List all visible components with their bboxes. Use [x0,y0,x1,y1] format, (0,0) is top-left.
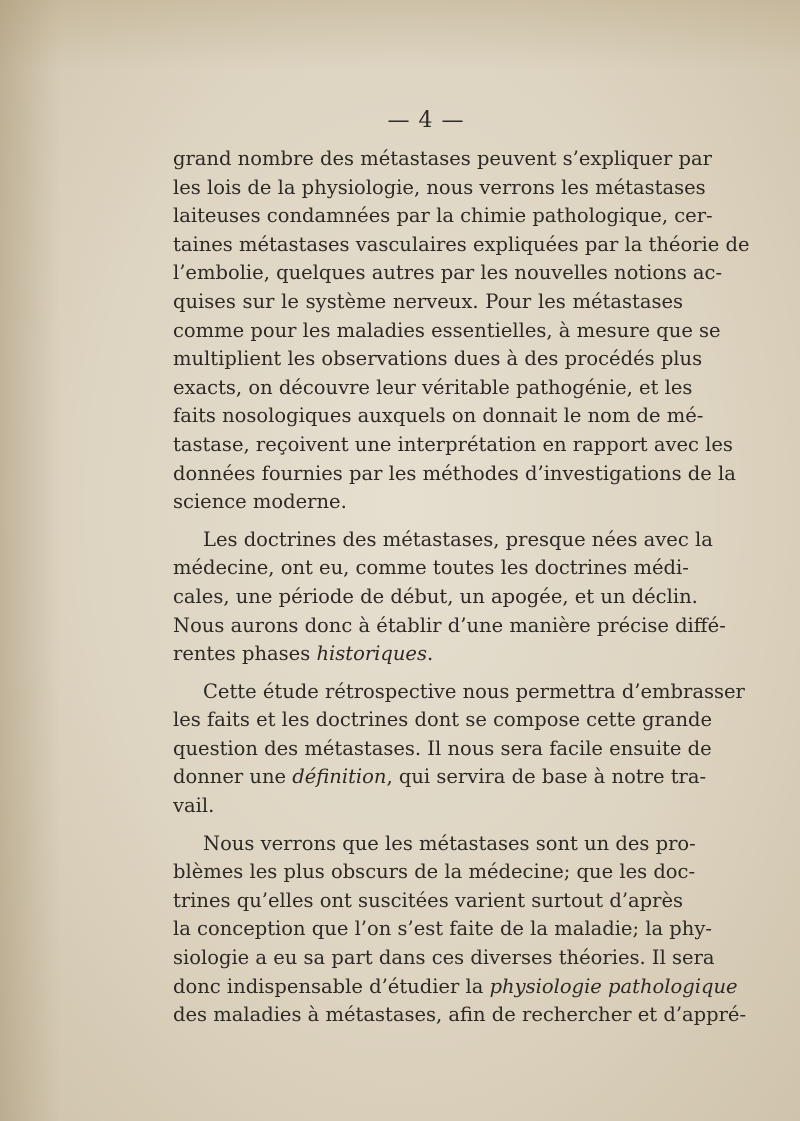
text-line: vail. [173,794,215,818]
text-line: des maladies à métastases, afin de rechercher et d’appré- [173,1003,747,1027]
text-line: blèmes les plus obscurs de la médecine; que les doc- [173,860,696,884]
text-line: les lois de la physiologie, nous verrons les métastases [173,175,706,199]
text-line-italic: donc indispensable d’étudier la physiologie pathologique [173,974,738,998]
text-line: question des métastases. Il nous sera facile ensuite de [173,736,712,760]
text-line-italic: rentes phases historiques. [173,642,434,666]
text-line: médecine, ont eu, comme toutes les doctrines médi- [173,556,689,580]
text-line: données fournies par les méthodes d’investigations de la [173,461,736,485]
text-line: l’embolie, quelques autres par les nouvelles notions ac- [173,261,723,285]
text-line: trines qu’elles ont suscitées varient surtout d’après [173,888,683,912]
page-number: — 4 — [387,108,465,133]
text-line: tastase, reçoivent une interprétation en rapport avec les [173,432,733,456]
text-line: Nous aurons donc à établir d’une manière précise diffé- [173,613,726,637]
text-line: quises sur le système nerveux. Pour les métastases [173,289,683,313]
text-line: les faits et les doctrines dont se compose cette grande [173,708,713,732]
text-line: comme pour les maladies essentielles, à mesure que se [173,318,721,342]
text-line: Cette étude rétrospective nous permettra d’embrasser [203,679,745,703]
body-text [173,145,750,1030]
text-line: faits nosologiques auxquels on donnait le nom de mé- [173,404,704,428]
text-line: taines métastases vasculaires expliquées par la théorie de [173,232,750,256]
text-line: Nous verrons que les métastases sont un des pro- [203,831,696,855]
text-line: siologie a eu sa part dans ces diverses théories. Il sera [173,946,715,970]
text-line-italic: donner une définition, qui servira de base à notre tra- [173,765,707,789]
text-line: grand nombre des métastases peuvent s’expliquer par [173,147,712,170]
text-line: exacts, on découvre leur véritable pathogénie, et les [173,375,693,399]
text-line: la conception que l’on s’est faite de la maladie; la phy- [173,917,712,941]
text-line: laiteuses condamnées par la chimie pathologique, cer- [173,204,713,228]
text-line: science moderne. [173,490,347,514]
text-line: Les doctrines des métastases, presque nées avec la [203,527,713,551]
text-line: multiplient les observations dues à des procédés plus [173,347,703,371]
text-line: cales, une période de début, un apogée, et un déclin. [173,584,698,608]
